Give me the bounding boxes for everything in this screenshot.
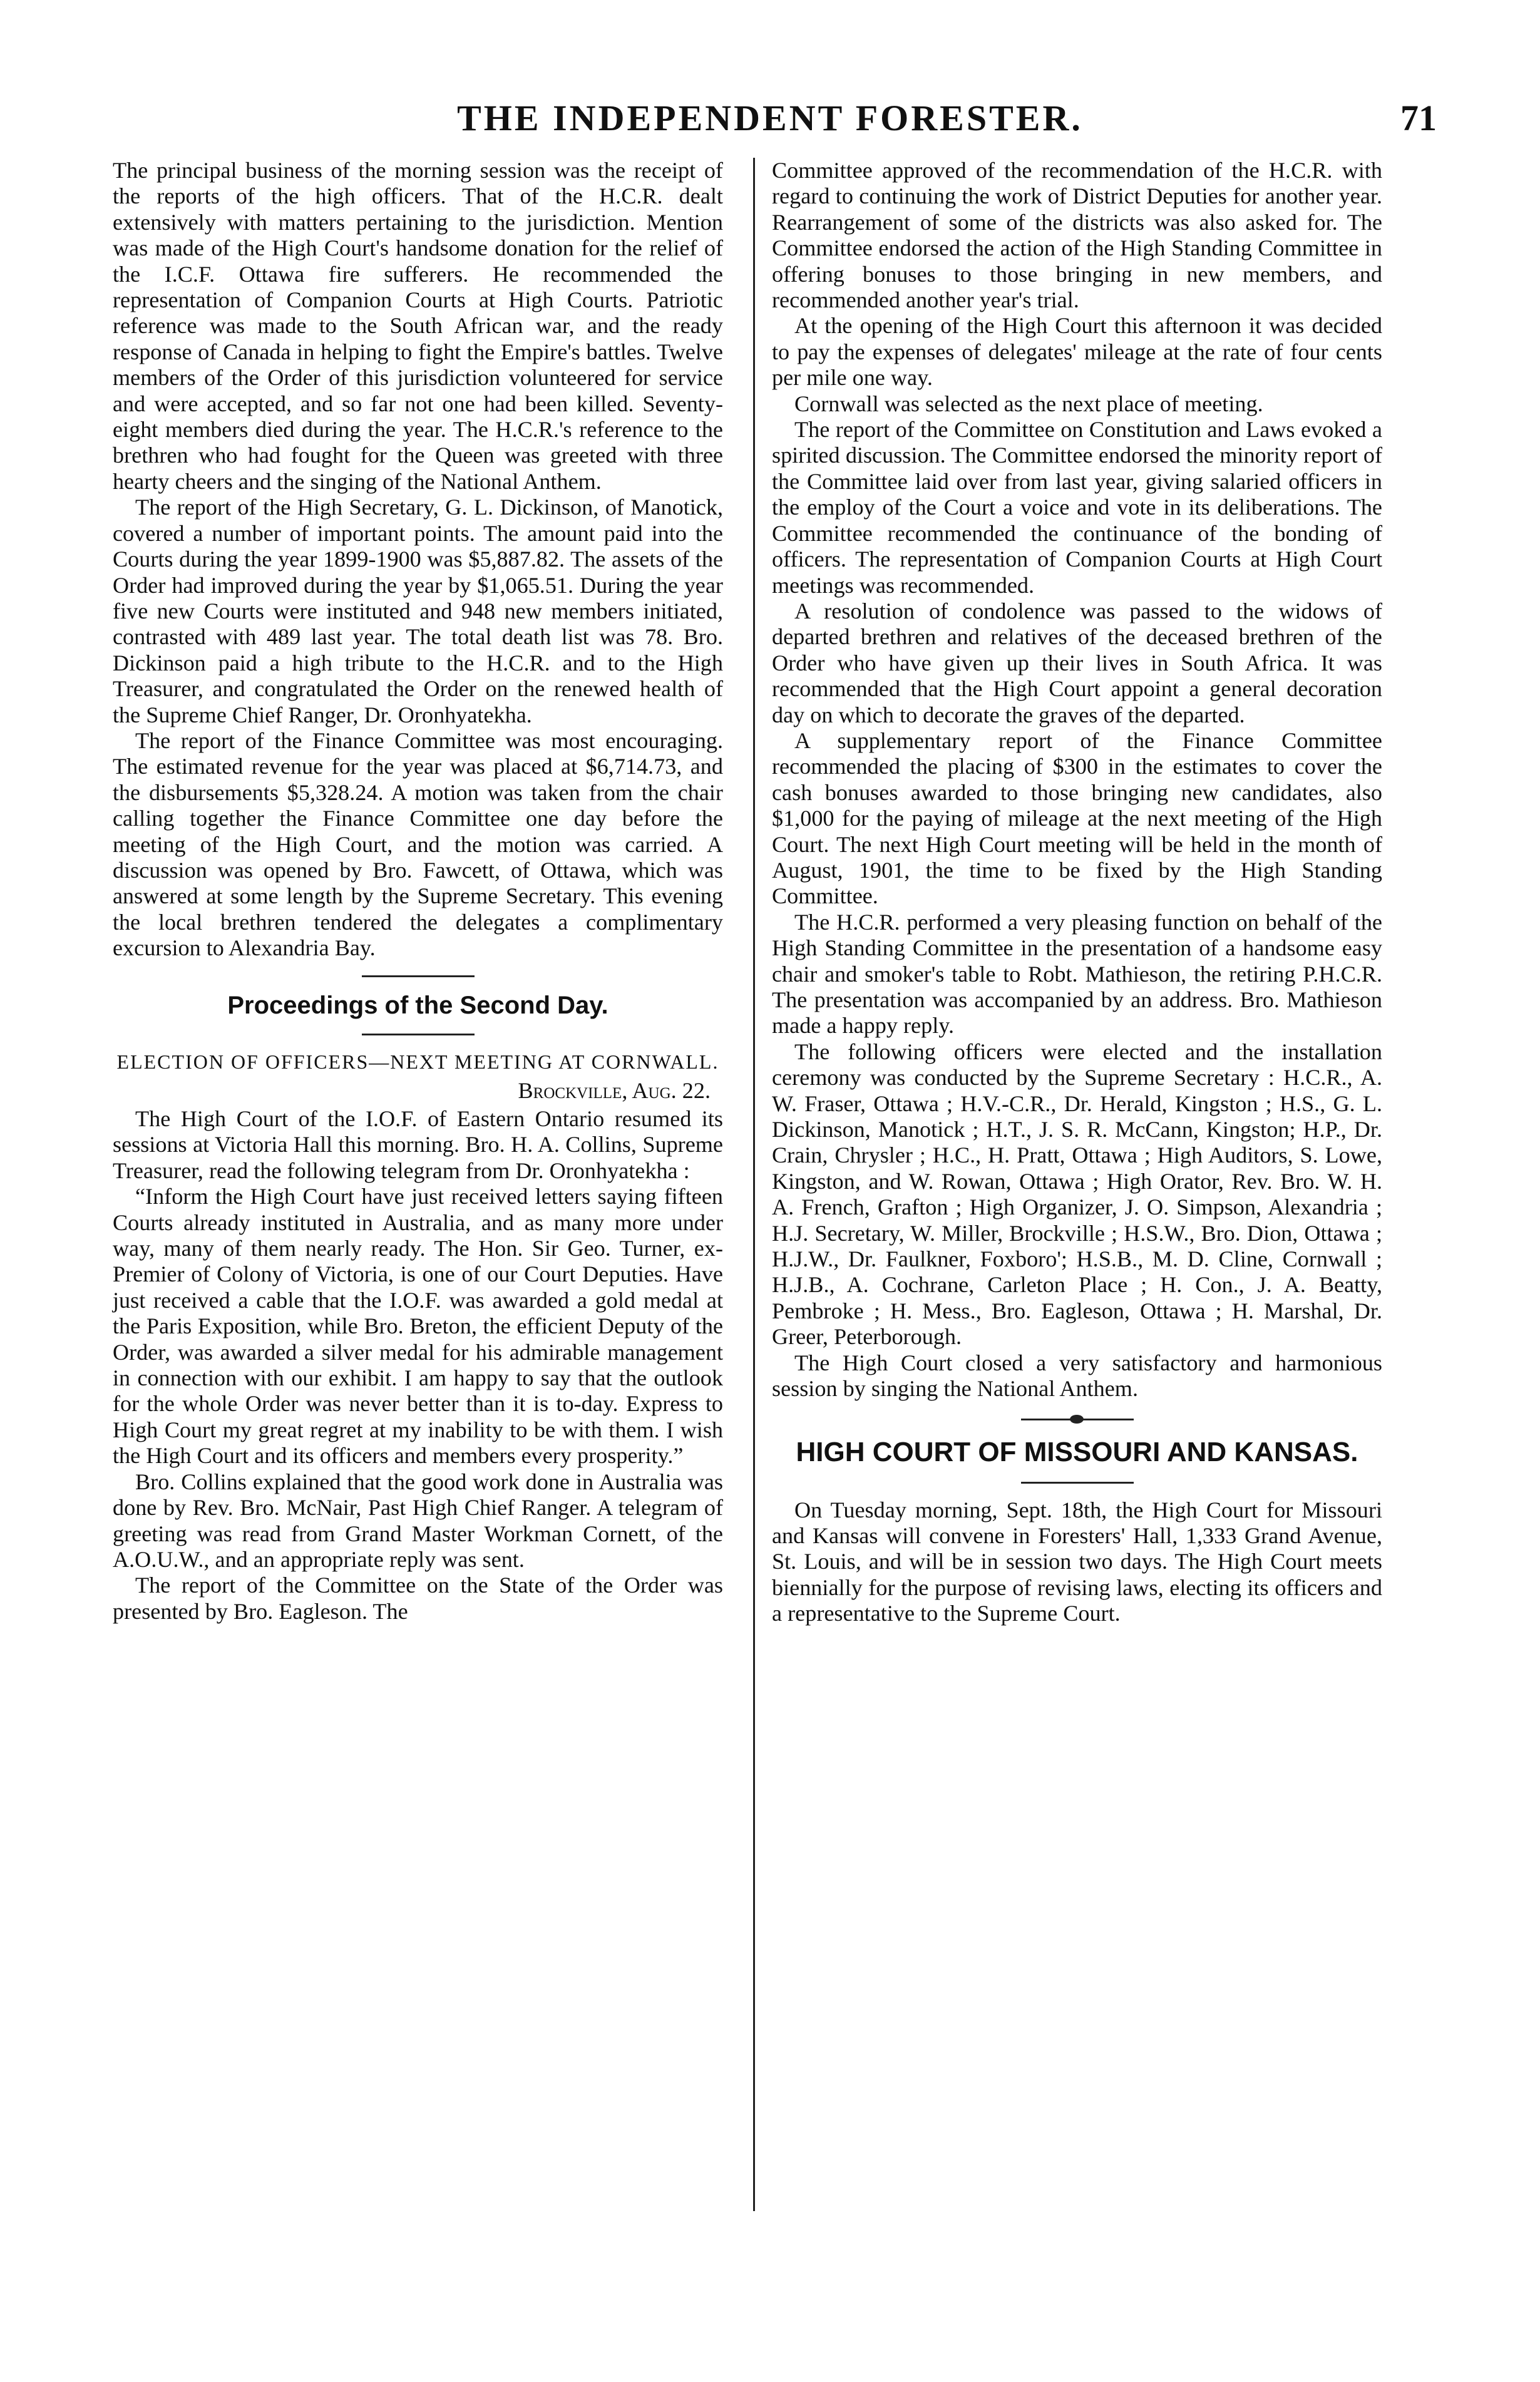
paragraph: A resolution of condolence was passed to the widows of departed brethren and relatives of the deceased brethren of the Order who have given up their lives in South Africa. It was recommended that the High Court appoint a general decoration day on which to decorate the graves of the departed. (772, 598, 1382, 727)
paragraph: The H.C.R. performed a very pleasing function on behalf of the High Standing Committee in the presentation of a handsome easy chair and smoker's table to Robt. Mathieson, the retiring P.H.C.R. The presentation was accompanied by an address. Bro. Mathieson made a happy reply. (772, 909, 1382, 1039)
paragraph: The report of the Committee on Constitution and Laws evoked a spirited discussion. The Committee endorsed the minority report of the Committee laid over from last year, giving salaried officers in the employ of the Court a voice and vote in its deliberations. The Committee recommended the continuance of the bonding of officers. The representation of Companion Courts at High Court meetings was recommended. (772, 417, 1382, 598)
paragraph: On Tuesday morning, Sept. 18th, the High Court for Missouri and Kansas will convene in Foresters' Hall, 1,333 Grand Avenue, St. Louis, and will be in session two days. The High Court meets biennially for the purpose of revising laws, electing its officers and a representative to the Supreme Court. (772, 1497, 1382, 1626)
right-column (772, 158, 1382, 1627)
column-divider (753, 158, 755, 2211)
section-heading: HIGH COURT OF MISSOURI AND KANSAS. (796, 1436, 1358, 1467)
paragraph: The report of the Committee on the State of the Order was presented by Bro. Eagleson. The (113, 1573, 723, 1624)
left-column (113, 158, 723, 1625)
paragraph: The High Court closed a very satisfactory and harmonious session by singing the National Anthem. (772, 1350, 1382, 1402)
paragraph: A supplementary report of the Finance Committee recommended the placing of $300 in the estimates to cover the cash bonuses awarded to those bringing new candidates, also $1,000 for the paying of mileage at the next meeting of the High Court. The next High Court meeting will be held in the month of August, 1901, the time to be fixed by the High Standing Committee. (772, 727, 1382, 909)
divider (362, 1034, 475, 1035)
page-number: 71 (1400, 98, 1437, 138)
divider (1021, 1482, 1134, 1484)
paragraph: Bro. Collins explained that the good work done in Australia was done by Rev. Bro. McNair, Past High Chief Ranger. A telegram of greeting was read from Grand Master Workman Cornett, of the A.O.U.W., and an appropriate reply was sent. (113, 1469, 723, 1572)
officers-list: The following officers were elected and the installation ceremony was conducted by the Supreme Secretary : H.C.R., A. W. Fraser, Ottawa ; H.V.-C.R., Dr. Herald, Kingston ; H.S., G. L. Dickinson, Manotick ; H.T., J. S. R. McCann, Kingston; H.P., Dr. Crain, Chrysler ; H.C., H. Pratt, Ottawa ; High Auditors, S. Lowe, Kingston, and W. Rowan, Ottawa ; High Orator, Rev. Bro. W. H. A. French, Grafton ; High Organizer, J. O. Simpson, Alexandria ; H.J. Secretary, W. Miller, Brockville ; H.S.W., Bro. Dion, Ottawa ; H.J.W., Dr. Faulkner, Foxboro'; H.S.B., M. D. Cline, Cornwall ; H.J.B., A. Cochrane, Carleton Place ; H. Con., J. A. Beatty, Pembroke ; H. Mess., Bro. Eagleson, Ottawa ; H. Marshal, Dr. Greer, Peterborough. (772, 1039, 1382, 1350)
paragraph: At the opening of the High Court this afternoon it was decided to pay the expenses of delegates' mileage at the rate of four cents per mile one way. (772, 313, 1382, 391)
subheading: ELECTION OF OFFICERS—NEXT MEETING AT CORNWALL. (116, 1050, 719, 1073)
paragraph: Committee approved of the recommendation of the H.C.R. with regard to continuing the work of District Deputies for another year. Rearrangement of some of the districts was also asked for. The Committee endorsed the action of the High Standing Committee in offering bonuses to those bringing in new members, and recommended another year's trial. (772, 158, 1382, 313)
divider (362, 975, 475, 977)
dateline: Brockville, Aug. 22. (518, 1077, 711, 1103)
ornament-divider (1021, 1419, 1134, 1420)
section-heading: Proceedings of the Second Day. (227, 991, 608, 1019)
running-title: THE INDEPENDENT FORESTER. (457, 98, 1083, 138)
paragraph: Cornwall was selected as the next place of meeting. (794, 391, 1263, 416)
telegram-quote: “Inform the High Court have just received letters saying fifteen Courts already instituted in Australia, and as many more under way, many of them nearly ready. The Hon. Sir Geo. Turner, ex-Premier of Colony of Victoria, is one of our Court Deputies. Have just received a cable that the I.O.F. was awarded a gold medal at the Paris Exposition, while Bro. Breton, the efficient Deputy of the Order, was awarded a silver medal for his admirable management in connection with our exhibit. I am happy to say that the outlook for the whole Order was never better than it is to-day. Express to High Court my great regret at my inability to be with them. I wish the High Court and its officers and members every prosperity.” (113, 1184, 723, 1469)
page-header (0, 97, 1540, 147)
paragraph: The principal business of the morning session was the receipt of the reports of the high officers. That of the H.C.R. dealt extensively with matters pertaining to the jurisdiction. Mention was made of the High Court's handsome donation for the relief of the I.C.F. Ottawa fire sufferers. He recommended the representation of Companion Courts at High Courts. Patriotic reference was made to the South African war, and the ready response of Canada in helping to fight the Empire's battles. Twelve members of the Order of this jurisdiction volunteered for service and were accepted, and so far not one had been killed. Seventy-eight members died during the year. The H.C.R.'s reference to the brethren who had fought for the Queen was greeted with three hearty cheers and the singing of the National Anthem. (113, 158, 723, 494)
paragraph: The report of the High Secretary, G. L. Dickinson, of Manotick, covered a number of important points. The amount paid into the Courts during the year 1899-1900 was $5,887.82. The assets of the Order had improved during the year by $1,065.51. During the year five new Courts were instituted and 948 new members initiated, contrasted with 489 last year. The total death list was 78. Bro. Dickinson paid a high tribute to the H.C.R. and to the High Treasurer, and congratulated the Order on the renewed health of the Supreme Chief Ranger, Dr. Oronhyatekha. (113, 495, 723, 727)
paragraph: The report of the Finance Committee was most encouraging. The estimated revenue for the year was placed at $6,714.73, and the disbursements $5,328.24. A motion was taken from the chair calling together the Finance Committee one day before the meeting of the High Court, and the motion was carried. A discussion was opened by Bro. Fawcett, of Ottawa, which was answered at some length by the Supreme Secretary. This evening the local brethren tendered the delegates a complimentary excursion to Alexandria Bay. (113, 727, 723, 961)
paragraph: The High Court of the I.O.F. of Eastern Ontario resumed its sessions at Victoria Hall this morning. Bro. H. A. Collins, Supreme Treasurer, read the following telegram from Dr. Oronhyatekha : (113, 1106, 723, 1183)
